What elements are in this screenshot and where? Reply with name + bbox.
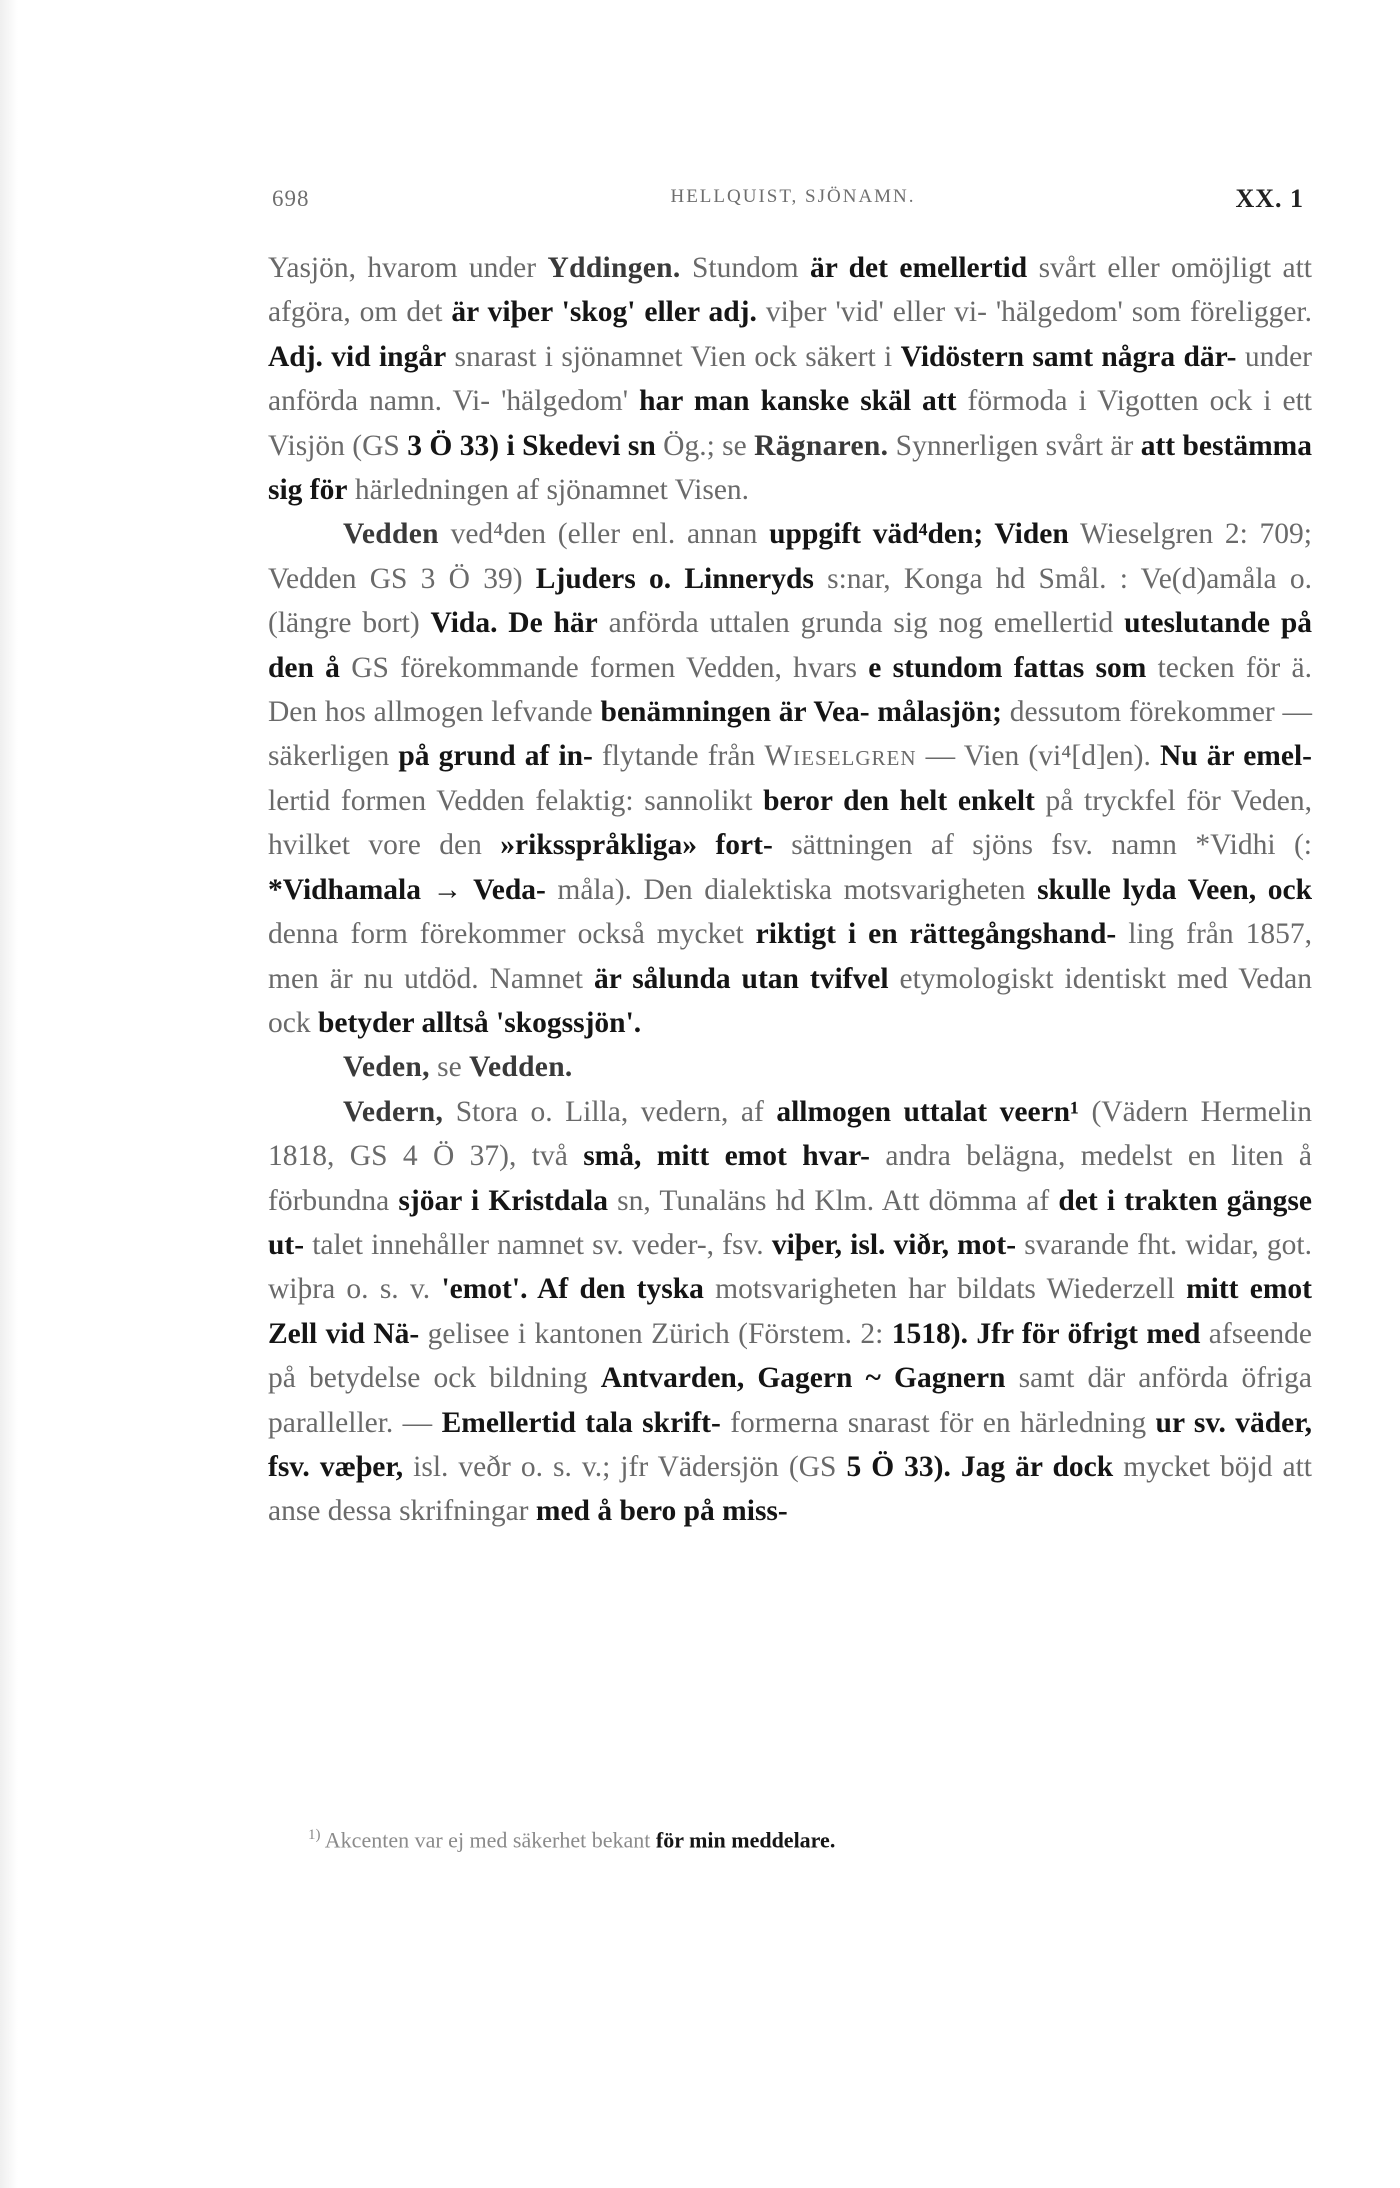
body-text <box>268 246 1312 1534</box>
text-segment: på tryckfel för Veden, hvilket vore den <box>268 784 1313 862</box>
bold-text-segment: Ljuders o. Linneryds <box>535 562 814 595</box>
bold-text-segment: *Vidhamala → Veda- <box>268 873 546 906</box>
bold-text-segment: ur sv. väder, fsv. væþer, <box>268 1406 1312 1483</box>
text-segment: — Vien (vi⁴[d]en). <box>916 740 1160 773</box>
bold-text-segment: betyder alltså 'skogssjön'. <box>317 1006 642 1039</box>
bold-text-segment: är sålunda utan tvifvel <box>593 962 889 995</box>
text-segment: ling från 1857, men är nu utdöd. Namnet <box>268 918 1313 995</box>
bold-text-segment: på grund af in- <box>398 740 593 773</box>
text-segment: denna form förekommer också mycket <box>268 918 756 951</box>
text-segment: andra belägna, medelst en liten å förbundna <box>268 1140 1312 1217</box>
text-segment: (Vädern Hermelin 1818, GS 4 Ö 37), två <box>268 1095 1312 1173</box>
text-segment: lertid formen Vedden felaktig: sannolikt <box>268 784 764 817</box>
bold-text-segment: 5 Ö 33). Jag är dock <box>846 1450 1114 1483</box>
text-segment: Synnerligen svårt är <box>888 429 1141 462</box>
footnote-bold-text: för min meddelare. <box>655 1827 836 1853</box>
headword: Vedden. <box>469 1051 573 1084</box>
text-segment: förmoda i Vigotten ock i ett Visjön (GS <box>268 385 1312 462</box>
text-segment: motsvarigheten har bildats Wiederzell <box>703 1273 1187 1306</box>
paragraph-yasjon <box>268 246 1312 512</box>
headword: Vedden <box>343 518 439 551</box>
bold-text-segment: har man kanske skäl att <box>639 385 957 418</box>
headword: Veden, <box>343 1051 430 1084</box>
text-segment: Yasjön, <box>268 252 368 284</box>
footnote-mark: 1) <box>308 1827 321 1843</box>
headword: Rägnaren. <box>754 429 889 462</box>
bold-text-segment: Adj. vid ingår <box>268 340 447 373</box>
bold-text-segment: viþer, isl. viðr, mot- <box>771 1228 1017 1261</box>
text-segment: Wieselgren 2: 709; Vedden GS 3 Ö 39) <box>268 518 1312 595</box>
bold-text-segment: uppgift väd⁴den; Viden <box>769 518 1069 551</box>
footnote <box>268 1820 1312 1855</box>
bold-text-segment: uteslutande på den å <box>268 607 1312 684</box>
bold-text-segment: Emellertid tala skrift- <box>441 1406 721 1439</box>
bold-text-segment: benämningen är Vea- <box>600 696 870 729</box>
entry-vedden <box>268 512 1312 1045</box>
text-segment: tecken för ä. Den hos allmogen lefvande <box>268 651 1312 729</box>
text-segment: etymologiskt identiskt med Vedan ock <box>268 962 1312 1039</box>
running-head <box>268 186 1318 226</box>
bold-text-segment: är det emellertid <box>809 252 1028 284</box>
bold-text-segment: »riksspråkliga» fort- <box>500 829 773 862</box>
bold-text-segment: riktigt i en rättegångshand- <box>755 918 1117 951</box>
bold-text-segment: 3 Ö 33) i Skedevi sn <box>407 429 656 462</box>
text-segment: snarast i sjönamnet Vien ock säkert i <box>446 340 901 373</box>
text-segment: isl. veðr o. s. v.; jfr Vädersjön (GS <box>403 1450 847 1483</box>
headword: Yddingen. <box>547 252 681 284</box>
entry-veden <box>268 1045 1312 1089</box>
text-segment: svårt eller omöjligt att afgöra, om det <box>268 252 1312 329</box>
text-segment: dessutom förekommer — säkerligen <box>268 696 1313 773</box>
running-title: HELLQUIST, SJÖNAMN. <box>670 186 916 207</box>
text-segment: hvarom under <box>367 252 548 284</box>
bold-text-segment: målasjön; <box>869 696 1010 729</box>
bold-text-segment: Vidöstern samt några där- <box>900 340 1237 373</box>
text-segment: afseende på betydelse ock bildning <box>268 1317 1312 1395</box>
text-segment: sättningen af sjöns fsv. namn *Vidhi (: <box>772 829 1312 862</box>
bold-text-segment: är viþer 'skog' eller adj. <box>451 296 757 329</box>
footnote-text: Akcenten var ej med säkerhet bekant <box>324 1827 656 1853</box>
text-segment: måla). Den dialektiska motsvarigheten <box>545 873 1038 906</box>
text-segment: samt där anförda öfriga paralleller. — <box>268 1362 1312 1439</box>
bold-text-segment: Antvarden, Gagern ~ Gagnern <box>600 1362 1006 1395</box>
bold-text-segment: Nu är emel- <box>1159 740 1312 773</box>
text-segment: härledningen af sjönamnet Visen. <box>347 474 750 507</box>
bold-text-segment: e stundom fattas som <box>868 651 1147 684</box>
text-segment: Stundom <box>680 252 810 284</box>
text-segment: se <box>429 1051 470 1084</box>
text-segment: anförda uttalen grunda sig nog emellertid <box>597 607 1125 640</box>
bold-text-segment: det i trakten gängse ut- <box>268 1184 1313 1261</box>
bold-text-segment: Vida. De här <box>430 607 598 640</box>
book-page <box>268 180 1318 2080</box>
text-segment: viþer 'vid' eller vi- 'hälgedom' som föreligger. <box>756 296 1312 329</box>
bold-text-segment: skulle lyda Veen, ock <box>1037 873 1312 906</box>
bold-text-segment: att bestämma sig för <box>268 429 1312 507</box>
page-number: 698 <box>272 186 310 211</box>
text-segment: Ög.; se <box>655 429 755 462</box>
text-segment: svarande fht. widar, got. wiþra o. s. v. <box>268 1228 1312 1306</box>
page-edge-shadow <box>0 0 18 2188</box>
entry-vedern <box>268 1090 1312 1534</box>
bold-text-segment: små, mitt emot hvar- <box>583 1140 870 1173</box>
bold-text-segment: 'emot'. Af den tyska <box>441 1273 704 1306</box>
text-segment: flytande från <box>592 740 765 773</box>
bold-text-segment: beror den helt enkelt <box>763 784 1035 817</box>
text-segment: Stora o. Lilla, vedern, af <box>443 1095 777 1128</box>
text-segment: gelisee i kantonen Zürich (Förstem. 2: <box>419 1317 892 1350</box>
text-segment: s:nar, Konga hd Smål. : Ve(d)amåla o. (längre bort) <box>268 562 1312 640</box>
text-segment: GS förekommande formen Vedden, hvars <box>339 651 869 684</box>
bold-text-segment: 1518). Jfr för öfrigt med <box>891 1317 1201 1350</box>
text-segment: ved⁴den (eller enl. annan <box>438 518 770 551</box>
bold-text-segment: mitt emot Zell vid Nä- <box>268 1273 1313 1350</box>
text-segment: under anförda namn. Vi- 'hälgedom' <box>268 340 1313 418</box>
text-segment: formerna snarast för en härledning <box>720 1406 1156 1439</box>
bold-text-segment: med å bero på miss- <box>535 1495 788 1528</box>
section-number: XX. 1 <box>1235 184 1304 213</box>
bold-text-segment: allmogen uttalat veern¹ <box>776 1095 1079 1128</box>
headword: Vedern, <box>343 1095 444 1128</box>
small-caps-name: Wieselgren <box>764 740 917 773</box>
bold-text-segment: sjöar i Kristdala <box>398 1184 608 1217</box>
text-segment: talet innehåller namnet sv. veder-, fsv. <box>304 1228 772 1261</box>
text-segment: mycket böjd att anse dessa skrifningar <box>268 1450 1312 1528</box>
text-segment: sn, Tunaläns hd Klm. Att dömma af <box>607 1184 1059 1217</box>
